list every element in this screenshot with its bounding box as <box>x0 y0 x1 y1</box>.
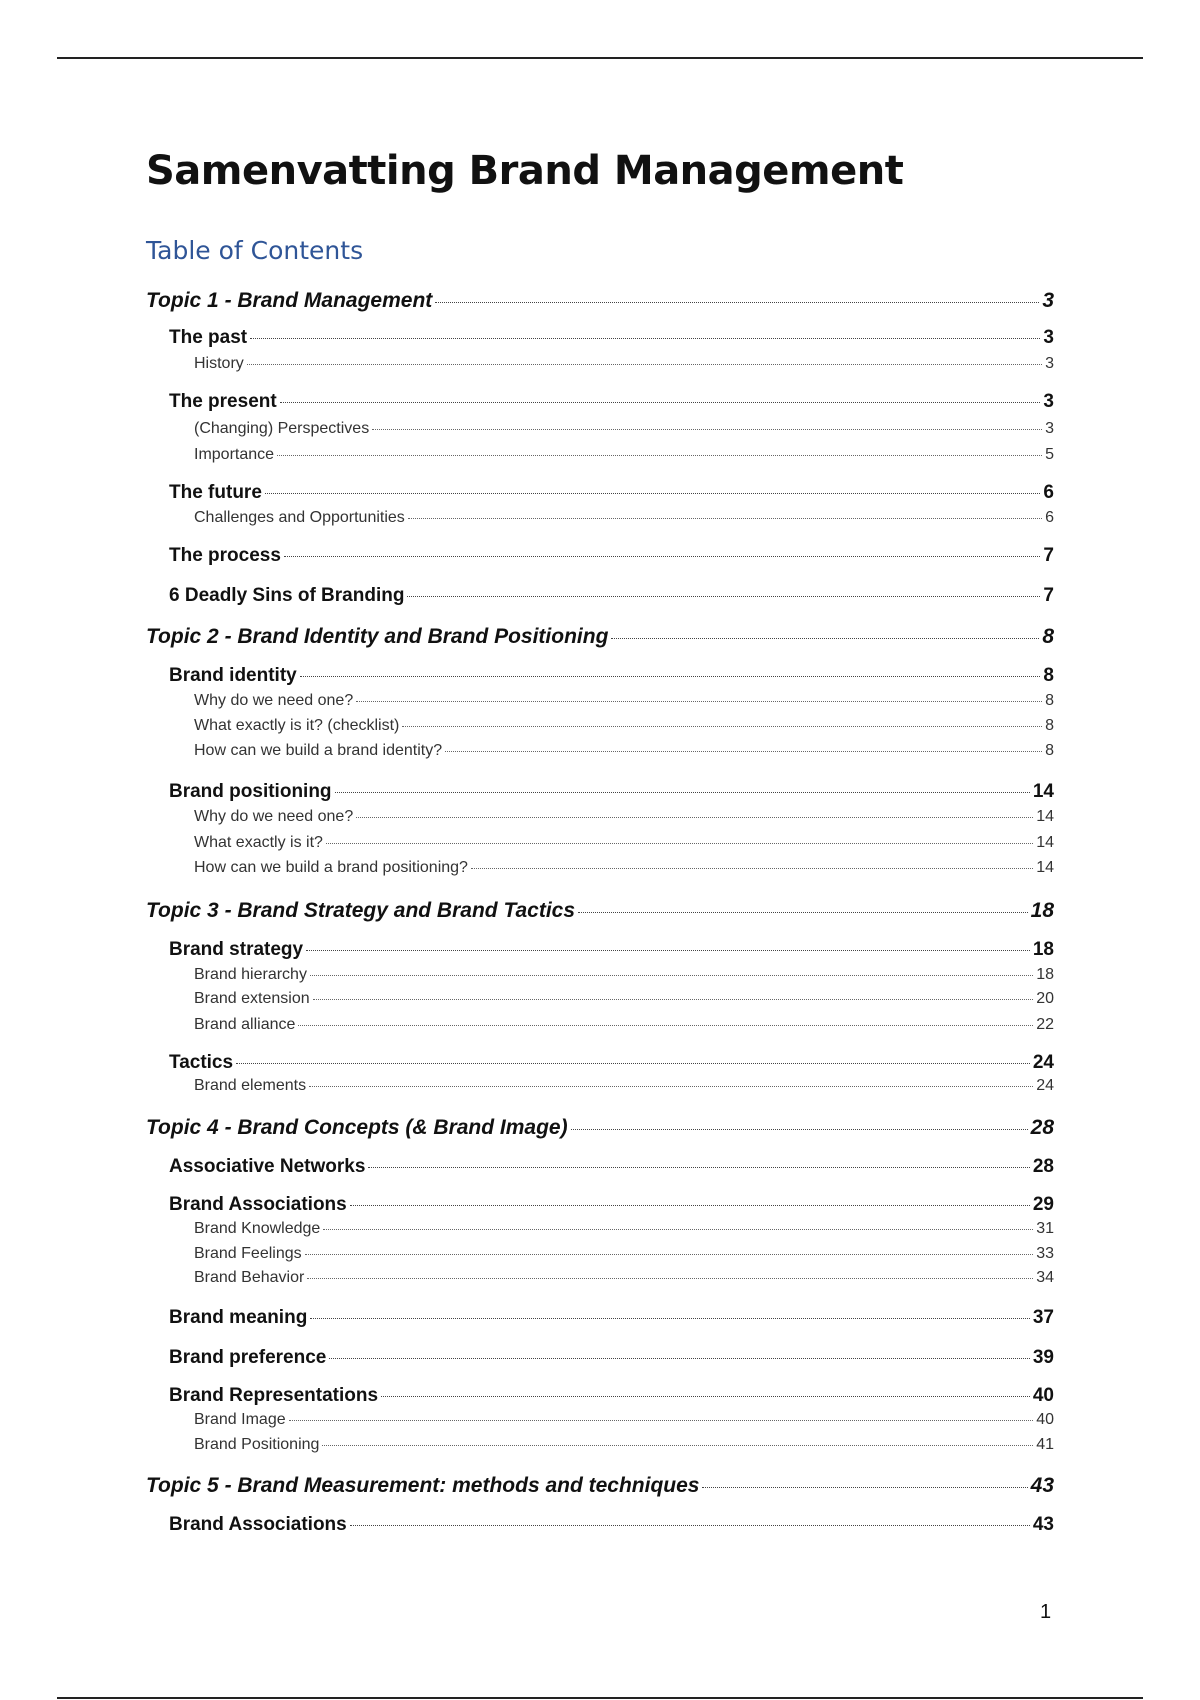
toc-entry-page: 6 <box>1045 509 1054 526</box>
toc-dot-leader <box>289 1420 1034 1421</box>
toc-entry[interactable] <box>194 1220 1054 1238</box>
toc-dot-leader <box>306 950 1030 951</box>
toc-dot-leader <box>611 638 1039 639</box>
toc-entry-label: Brand Image <box>194 1411 286 1428</box>
toc-entry-label: 6 Deadly Sins of Branding <box>169 585 405 606</box>
toc-entry-page: 24 <box>1032 1052 1054 1073</box>
toc-entry-label: How can we build a brand identity? <box>194 742 443 759</box>
toc-dot-leader <box>350 1525 1030 1526</box>
toc-entry-page: 20 <box>1036 990 1054 1007</box>
toc-entry-page: 8 <box>1045 692 1054 709</box>
toc-entry-page: 14 <box>1036 834 1054 851</box>
toc-dot-leader <box>571 1129 1028 1130</box>
toc-entry-label: How can we build a brand positioning? <box>194 859 468 876</box>
toc-dot-leader <box>335 792 1030 793</box>
toc-entry[interactable] <box>194 1016 1054 1034</box>
toc-entry[interactable] <box>194 859 1054 877</box>
toc-entry-page: 33 <box>1036 1245 1054 1262</box>
toc-entry[interactable] <box>169 545 1054 567</box>
toc-entry-page: 31 <box>1036 1220 1054 1237</box>
toc-heading: Table of Contents <box>146 236 364 265</box>
top-rule <box>57 57 1143 59</box>
toc-entry-label: Topic 4 - Brand Concepts (& Brand Image) <box>146 1116 568 1139</box>
toc-entry-page: 3 <box>1045 355 1054 372</box>
bottom-rule <box>57 1697 1143 1699</box>
toc-entry[interactable] <box>194 509 1054 527</box>
toc-entry-label: What exactly is it? <box>194 834 323 851</box>
toc-entry[interactable] <box>194 420 1054 438</box>
toc-entry[interactable] <box>169 665 1054 687</box>
toc-dot-leader <box>277 455 1042 456</box>
toc-dot-leader <box>310 975 1033 976</box>
toc-entry-page: 40 <box>1036 1411 1054 1428</box>
toc-entry-page: 8 <box>1042 625 1054 648</box>
toc-entry-label: Brand Associations <box>169 1514 347 1535</box>
toc-entry-label: The present <box>169 391 277 412</box>
toc-entry-label: (Changing) Perspectives <box>194 420 370 437</box>
toc-entry[interactable] <box>169 1194 1054 1216</box>
toc-entry-label: Brand extension <box>194 990 310 1007</box>
toc-dot-leader <box>247 364 1042 365</box>
toc-entry[interactable] <box>169 1052 1054 1074</box>
toc-dot-leader <box>471 868 1033 869</box>
toc-entry[interactable] <box>194 692 1054 710</box>
toc-entry[interactable] <box>194 355 1054 373</box>
document-title: Samenvatting Brand Management <box>146 148 904 194</box>
toc-entry-label: Topic 3 - Brand Strategy and Brand Tactics <box>146 899 576 922</box>
toc-entry-page: 28 <box>1032 1156 1054 1177</box>
toc-entry-page: 41 <box>1036 1436 1054 1453</box>
toc-dot-leader <box>236 1063 1030 1064</box>
toc-entry-page: 39 <box>1032 1347 1054 1368</box>
toc-entry-page: 14 <box>1036 859 1054 876</box>
toc-entry-label: Brand Positioning <box>194 1436 320 1453</box>
toc-dot-leader <box>250 338 1040 339</box>
toc-entry-page: 7 <box>1043 545 1054 566</box>
toc-entry[interactable] <box>169 939 1054 961</box>
toc-entry-label: Challenges and Opportunities <box>194 509 405 526</box>
toc-dot-leader <box>298 1025 1033 1026</box>
toc-entry-page: 6 <box>1043 482 1054 503</box>
toc-dot-leader <box>326 843 1033 844</box>
toc-entry-label: Brand identity <box>169 665 297 686</box>
toc-entry-page: 22 <box>1036 1016 1054 1033</box>
toc-entry[interactable] <box>194 966 1054 984</box>
toc-entry[interactable] <box>194 1269 1054 1287</box>
toc-dot-leader <box>402 726 1042 727</box>
toc-entry-label: Brand positioning <box>169 781 332 802</box>
toc-entry-label: Topic 2 - Brand Identity and Brand Positioning <box>146 625 609 648</box>
toc-entry-page: 3 <box>1045 420 1054 437</box>
toc-entry[interactable] <box>146 899 1054 923</box>
toc-dot-leader <box>445 751 1042 752</box>
toc-entry[interactable] <box>169 1514 1054 1536</box>
toc-entry-label: Topic 1 - Brand Management <box>146 289 433 312</box>
toc-entry-label: Brand elements <box>194 1077 307 1094</box>
toc-entry-label: Brand preference <box>169 1347 327 1368</box>
toc-entry-page: 34 <box>1036 1269 1054 1286</box>
toc-entry-label: The future <box>169 482 262 503</box>
toc-entry-page: 18 <box>1032 939 1054 960</box>
toc-dot-leader <box>407 596 1040 597</box>
toc-entry[interactable] <box>146 1116 1054 1140</box>
toc-dot-leader <box>265 493 1041 494</box>
toc-entry[interactable] <box>194 834 1054 852</box>
toc-entry-page: 43 <box>1032 1514 1054 1535</box>
toc-entry[interactable] <box>194 1077 1054 1095</box>
toc-entry[interactable] <box>146 289 1054 313</box>
toc-dot-leader <box>313 999 1034 1000</box>
toc-entry[interactable] <box>146 625 1054 649</box>
toc-entry-label: Brand Knowledge <box>194 1220 321 1237</box>
toc-dot-leader <box>310 1318 1030 1319</box>
toc-entry-label: The past <box>169 327 248 348</box>
toc-entry-label: Brand strategy <box>169 939 304 960</box>
toc-entry-page: 43 <box>1030 1474 1054 1497</box>
toc-entry-label: Topic 5 - Brand Measurement: methods and techniques <box>146 1474 700 1497</box>
toc-dot-leader <box>305 1254 1034 1255</box>
toc-entry-page: 5 <box>1045 446 1054 463</box>
toc-entry-page: 24 <box>1036 1077 1054 1094</box>
toc-entry-page: 3 <box>1043 327 1054 348</box>
toc-dot-leader <box>309 1086 1033 1087</box>
toc-entry-page: 14 <box>1032 781 1054 802</box>
toc-entry[interactable] <box>194 742 1054 760</box>
toc-entry[interactable] <box>194 990 1054 1008</box>
toc-entry[interactable] <box>169 1385 1054 1407</box>
toc-entry[interactable] <box>169 391 1054 413</box>
toc-dot-leader <box>284 556 1040 557</box>
toc-entry-label: Importance <box>194 446 275 463</box>
toc-entry[interactable] <box>169 482 1054 504</box>
toc-entry-page: 18 <box>1030 899 1054 922</box>
toc-entry-label: Brand Representations <box>169 1385 379 1406</box>
toc-entry-label: Why do we need one? <box>194 692 354 709</box>
toc-dot-leader <box>702 1487 1027 1488</box>
toc-entry[interactable] <box>194 1436 1054 1454</box>
toc-entry-label: History <box>194 355 244 372</box>
toc-entry-label: Brand hierarchy <box>194 966 307 983</box>
toc-dot-leader <box>350 1205 1030 1206</box>
toc-entry[interactable] <box>169 1156 1054 1178</box>
toc-entry-label: Brand Feelings <box>194 1245 302 1262</box>
toc-entry[interactable] <box>169 781 1054 803</box>
toc-entry[interactable] <box>194 808 1054 826</box>
toc-dot-leader <box>381 1396 1030 1397</box>
toc-entry-label: The process <box>169 545 281 566</box>
toc-entry[interactable] <box>169 585 1054 607</box>
toc-entry-page: 29 <box>1032 1194 1054 1215</box>
toc-dot-leader <box>578 912 1028 913</box>
toc-entry-page: 37 <box>1032 1307 1054 1328</box>
toc-entry-label: Associative Networks <box>169 1156 366 1177</box>
toc-entry-label: Why do we need one? <box>194 808 354 825</box>
toc-dot-leader <box>323 1229 1033 1230</box>
toc-entry[interactable] <box>146 1474 1054 1498</box>
toc-dot-leader <box>372 429 1042 430</box>
toc-entry-label: Brand Associations <box>169 1194 347 1215</box>
toc-entry[interactable] <box>194 446 1054 464</box>
toc-dot-leader <box>322 1445 1033 1446</box>
toc-entry-label: What exactly is it? (checklist) <box>194 717 400 734</box>
toc-dot-leader <box>300 676 1041 677</box>
toc-entry-page: 28 <box>1030 1116 1054 1139</box>
toc-dot-leader <box>356 701 1042 702</box>
toc-entry-page: 3 <box>1043 391 1054 412</box>
toc-dot-leader <box>307 1278 1033 1279</box>
toc-entry[interactable] <box>169 1307 1054 1329</box>
toc-entry[interactable] <box>169 1347 1054 1369</box>
toc-dot-leader <box>280 402 1041 403</box>
toc-entry-label: Tactics <box>169 1052 234 1073</box>
toc-entry-label: Brand meaning <box>169 1307 308 1328</box>
toc-entry-label: Brand Behavior <box>194 1269 305 1286</box>
toc-entry-page: 14 <box>1036 808 1054 825</box>
page-number: 1 <box>1040 1601 1052 1623</box>
toc-dot-leader <box>329 1358 1030 1359</box>
toc-entry[interactable] <box>194 1245 1054 1263</box>
toc-entry-page: 3 <box>1042 289 1054 312</box>
toc-entry-page: 7 <box>1043 585 1054 606</box>
toc-entry-page: 18 <box>1036 966 1054 983</box>
toc-entry[interactable] <box>194 717 1054 735</box>
toc-entry[interactable] <box>194 1411 1054 1429</box>
toc-dot-leader <box>435 302 1039 303</box>
toc-dot-leader <box>368 1167 1029 1168</box>
toc-entry-page: 8 <box>1045 742 1054 759</box>
toc-dot-leader <box>408 518 1042 519</box>
toc-entry-page: 8 <box>1045 717 1054 734</box>
toc-entry-label: Brand alliance <box>194 1016 296 1033</box>
toc-entry-page: 8 <box>1043 665 1054 686</box>
toc-entry-page: 40 <box>1032 1385 1054 1406</box>
toc-entry[interactable] <box>169 327 1054 349</box>
toc-dot-leader <box>356 817 1033 818</box>
